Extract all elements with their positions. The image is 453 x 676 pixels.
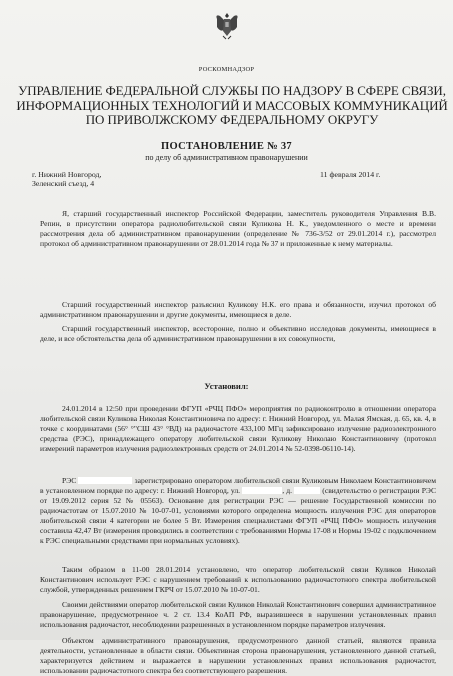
paragraph-object: Объектом административного правонарушения, предусмотренного данной статьей, являются правила деятельности, установленные в области связи. Объективная сторона правонарушения, установленного данной статьей, характеризуется действием и выражается в нарушении установленных правил использования радиочастот, использовании радиочастотного спектра без соответствующего разрешения. (40, 636, 436, 676)
p5-part-a: РЭС (62, 476, 77, 485)
agency-name: РОСКОМНАДЗОР (198, 66, 255, 73)
coat-of-arms-icon (214, 10, 240, 40)
p5-part-d: (свидетельство о регистрации РЭС от 19.09.2012 серия 52 № 05563). Основание для регистрации РЭС — решение Государственной комиссии по радиочастотам от 15.07.2010 № 10-07-01, условиями которого определена мощность излучения РЭС для операторов любительской связи 4 категории не более 5 Вт. Измерения специалистами ФГУП «РЧЦ ПФО» мощность излучения составила 42,47 Вт (измерения проводились в соответствии с требованиями Нормы 17-08 и Нормы 19-02 с подключением к РЭС специальными средствами при нормальных условиях). (40, 486, 437, 546)
paragraph-monitoring: 24.01.2014 в 12:50 при проведении ФГУП «РЧЦ ПФО» мероприятия по радиоконтролю в отношении оператора любительской связи Куликова Николая Константиновича по адресу: г. Нижний Новгород, ул. Малая Ямская, д. 65, кв. 4, в точке с координатами (56° °"СШ 43° °ВД) на радиочастоте 433,100 МГц зафиксировано излучение радиоэлектронного средства (РЭС), принадлежащего оператору любительской связи Куликову Николаю Константиновичу (протокол измерений параметров излучения радиоэлектронных средств от 24.01.2014 № 52-0398-06110-14). (40, 404, 436, 454)
p5-part-b: зарегистрировано оператором любительской связи Куликовым Николаем Константиновичем в установленном порядке по адресу: г. Нижний Новгород, ул. (40, 476, 436, 496)
redaction-block (78, 477, 132, 484)
issuing-authority-header (12, 84, 452, 128)
p5-part-c: , д. (282, 486, 293, 496)
redaction-block (242, 487, 282, 494)
document-subtitle: по делу об административном правонарушении (145, 153, 308, 162)
document-date: 11 февраля 2014 г. (320, 170, 381, 179)
paragraph-intro: Я, старший государственный инспектор Российской Федерации, заместитель руководителя Управления В.В. Репин, в присутствии оператора радиолюбительской связи Куликова Н. К., уведомленного о месте и времени рассмотрения дела об административном правонарушении (определение № 736-3/52 от 29.01.2014 г.), рассмотрел протокол об административном правонарушении от 28.01.2014 года № 37 и приложенные к нему материалы. (40, 209, 436, 249)
redaction-block (294, 487, 320, 494)
place-of-issue (32, 170, 101, 188)
paragraph-review: Старший государственный инспектор, всесторонне, полно и объективно исследовав документы, имеющиеся в деле, и все обстоятельства дела об административном правонарушении в их совокупности, (40, 324, 436, 344)
place-city: г. Нижний Новгород, (32, 170, 102, 179)
place-address: Зеленский съезд, 4 (32, 179, 95, 188)
paragraph-registration (40, 476, 436, 546)
paragraph-offense: Своими действиями оператор любительской связи Куликов Николай Константинович совершил административное правонарушение, предусмотренное ч. 2 ст. 13.4 КоАП РФ, выразившееся в нарушении установленных правил использования радиочастот, несоблюдении разрешенных в установленном порядке параметров излучения. (40, 600, 436, 630)
header-line-1: УПРАВЛЕНИЕ ФЕДЕРАЛЬНОЙ СЛУЖБЫ ПО НАДЗОРУ В СФЕРЕ СВЯЗИ, (18, 83, 446, 98)
section-heading-established: Установил: (204, 381, 249, 391)
document-title: ПОСТАНОВЛЕНИЕ № 37 (161, 141, 292, 152)
paragraph-rights: Старший государственный инспектор разъяснил Куликову Н.К. его права и обязанности, изучил протокол об административном правонарушении и другие документы, имеющиеся в деле. (40, 300, 436, 320)
paragraph-conclusion: Таким образом в 11-00 28.01.2014 установлено, что оператор любительской связи Куликов Николай Константинович использует РЭС с нарушением требований к использованию радиочастотного спектра любительской службой, утвержденных решением ГКРЧ от 15.07.2010 № 10-07-01. (40, 565, 436, 595)
header-line-2: ИНФОРМАЦИОННЫХ ТЕХНОЛОГИЙ И МАССОВЫХ КОММУНИКАЦИЙ (16, 97, 448, 113)
header-line-3: ПО ПРИВОЛЖСКОМУ ФЕДЕРАЛЬНОМУ ОКРУГУ (85, 112, 379, 127)
